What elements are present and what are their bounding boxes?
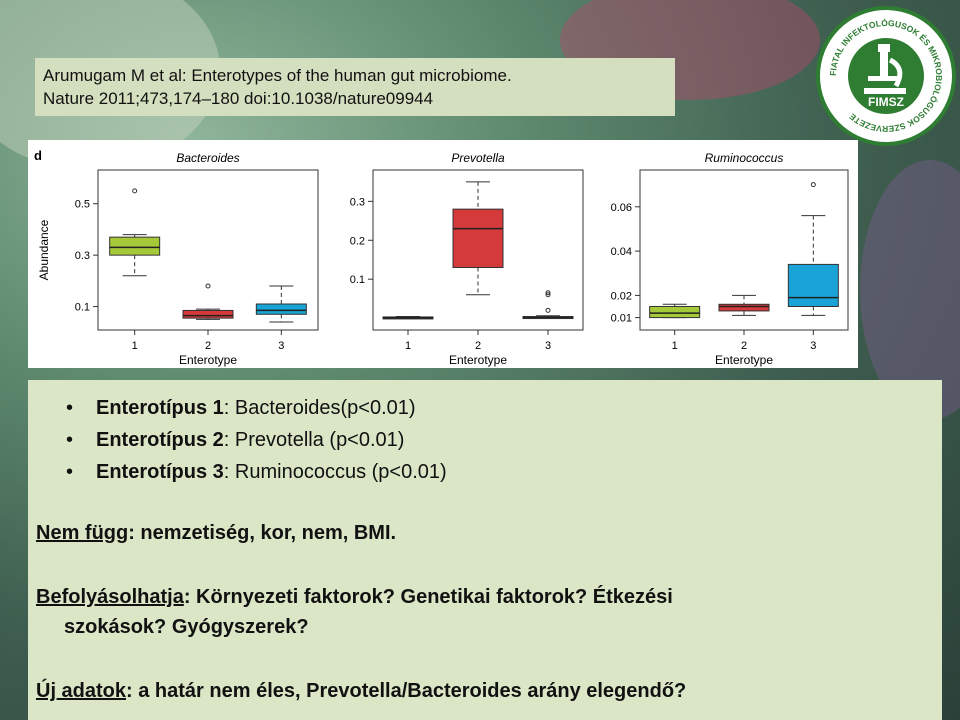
citation-line-2: Nature 2011;473,174–180 doi:10.1038/nature09944 [43, 89, 434, 108]
bullet-label: Enterotípus 3 [96, 461, 224, 483]
boxplot-figure [28, 140, 858, 368]
panel-title: Prevotella [451, 151, 505, 165]
panel-label: d [34, 148, 42, 163]
panel-title: Bacteroides [176, 151, 240, 165]
list-item [66, 392, 447, 424]
box-iqr [650, 306, 700, 317]
befolyasolhatja-label: Befolyásolhatja [36, 586, 184, 608]
logo-ring-text: FIATAL INFEKTOLÓGUSOK ÉS MIKROBIOLÓGUSOK SZERVEZETE [827, 17, 945, 135]
logo-name: FIMSZ [868, 95, 904, 109]
x-tick-label: 2 [740, 340, 748, 352]
uj-adatok-label: Új adatok [36, 680, 127, 702]
y-tick-label: 0.1 [74, 301, 90, 314]
bullet-label: Enterotípus 2 [96, 429, 224, 451]
list-item [66, 424, 447, 456]
notes-panel [28, 380, 942, 720]
enterotype-list [66, 392, 447, 488]
befolyasolhatja-text-2: szokások? Gyógyszerek? [64, 616, 309, 638]
y-tick-label: 0.06 [610, 201, 632, 214]
y-tick-label: 0.2 [349, 235, 365, 248]
uj-adatok-text: : a határ nem éles, Prevotella/Bacteroides arány elegendő? [126, 680, 687, 702]
bullet-text: : Prevotella (p<0.01) [223, 429, 405, 451]
fimsz-logo [816, 6, 956, 146]
box-iqr [183, 310, 233, 318]
y-tick-label: 0.02 [610, 290, 632, 303]
outlier-point [133, 189, 137, 193]
befolyasolhatja-paragraph [36, 582, 673, 642]
nem-fugg-text: : nemzetiség, kor, nem, BMI. [128, 522, 397, 544]
box-iqr [453, 209, 503, 267]
outlier-point [811, 183, 815, 187]
box-iqr [256, 304, 306, 314]
outlier-point [546, 308, 550, 312]
y-axis-label: Abundance [37, 219, 51, 281]
x-tick-label: 2 [204, 340, 212, 352]
y-tick-label: 0.04 [610, 246, 632, 259]
list-item [66, 456, 447, 488]
uj-adatok-paragraph [36, 676, 686, 706]
x-tick-label: 1 [404, 340, 412, 352]
bullet-text: : Bacteroides(p<0.01) [223, 397, 416, 419]
box-iqr [719, 304, 769, 311]
bullet-text: : Ruminococcus (p<0.01) [223, 461, 447, 483]
x-tick-label: 3 [810, 340, 817, 352]
bullet-label: Enterotípus 1 [96, 397, 224, 419]
y-tick-label: 0.01 [610, 312, 632, 325]
box-iqr [110, 237, 160, 255]
nem-fugg-label: Nem függ [36, 522, 129, 544]
befolyasolhatja-text: : Környezeti faktorok? Genetikai faktorok? Étkezési [183, 586, 673, 608]
y-tick-label: 0.3 [349, 196, 365, 209]
x-tick-label: 1 [131, 340, 138, 352]
outlier-point [206, 284, 210, 288]
x-tick-label: 3 [544, 340, 552, 352]
x-tick-label: 1 [671, 340, 678, 352]
nem-fugg-paragraph [36, 518, 396, 548]
panel-title: Ruminococcus [704, 151, 784, 165]
box-iqr [788, 264, 838, 306]
y-tick-label: 0.3 [74, 250, 90, 263]
boxplot-chart [28, 140, 858, 368]
x-axis-label: Enterotype [714, 353, 774, 367]
y-tick-label: 0.1 [349, 274, 365, 287]
x-axis-label: Enterotype [178, 353, 238, 367]
x-axis-label: Enterotype [448, 353, 508, 367]
citation-box [35, 58, 675, 116]
x-tick-label: 2 [474, 340, 482, 352]
fimsz-logo-graphic [820, 10, 952, 142]
y-tick-label: 0.5 [74, 198, 90, 211]
x-tick-label: 3 [278, 340, 285, 352]
citation-line-1: Arumugam M et al: Enterotypes of the human gut microbiome. [43, 66, 512, 85]
